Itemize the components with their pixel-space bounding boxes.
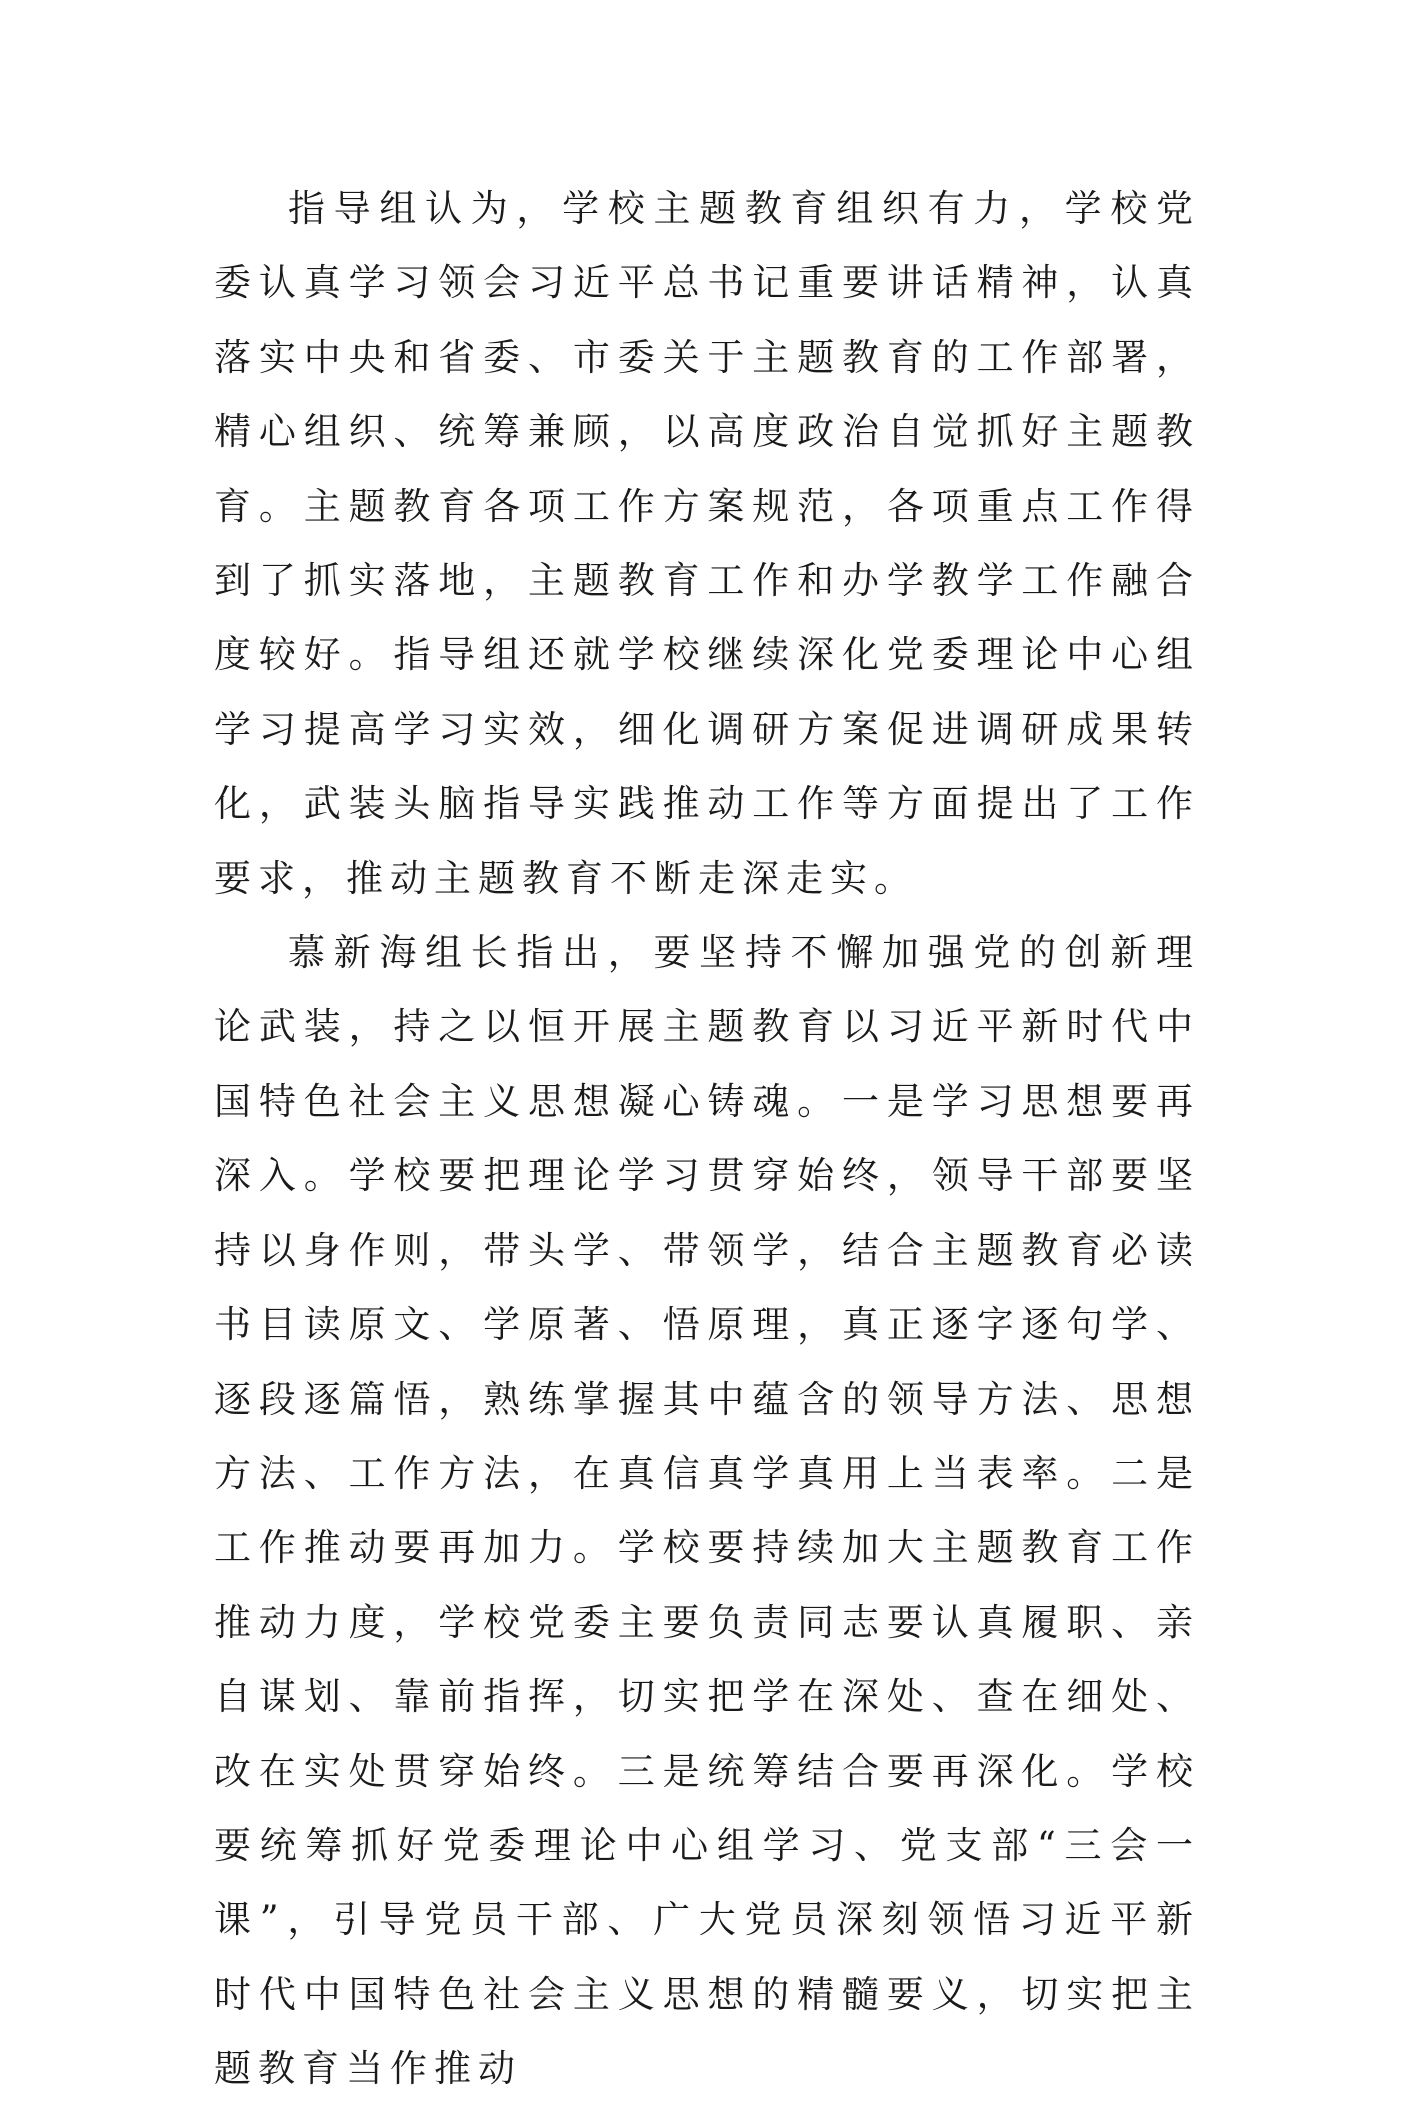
document-body: [214, 172, 1200, 2107]
paragraph-leader-remarks: 慕新海组长指出，要坚持不懈加强党的创新理论武装，持之以恒开展主题教育以习近平新时代中国特色社会主义思想凝心铸魂。一是学习思想要再深入。学校要把理论学习贯穿始终，领导干部要坚持以身作则，带头学、带领学，结合主题教育必读书目读原文、学原著、悟原理，真正逐字逐句学、逐段逐篇悟，熟练掌握其中蕴含的领导方法、思想方法、工作方法，在真信真学真用上当表率。二是工作推动要再加力。学校要持续加大主题教育工作推动力度，学校党委主要负责同志要认真履职、亲自谋划、靠前指挥，切实把学在深处、查在细处、改在实处贯穿始终。三是统筹结合要再深化。学校要统筹抓好党委理论中心组学习、党支部“三会一课”，引导党员干部、广大党员深刻领悟习近平新时代中国特色社会主义思想的精髓要义，切实把主题教育当作推动: [214, 931, 1200, 2091]
paragraph-guidance-assessment: 指导组认为，学校主题教育组织有力，学校党委认真学习领会习近平总书记重要讲话精神，认真落实中央和省委、市委关于主题教育的工作部署，精心组织、统筹兼顾，以高度政治自觉抓好主题教育。主题教育各项工作方案规范，各项重点工作得到了抓实落地，主题教育工作和办学教学工作融合度较好。指导组还就学校继续深化党委理论中心组学习提高学习实效，细化调研方案促进调研成果转化，武装头脑指导实践推动工作等方面提出了工作要求，推动主题教育不断走深走实。: [214, 187, 1200, 900]
